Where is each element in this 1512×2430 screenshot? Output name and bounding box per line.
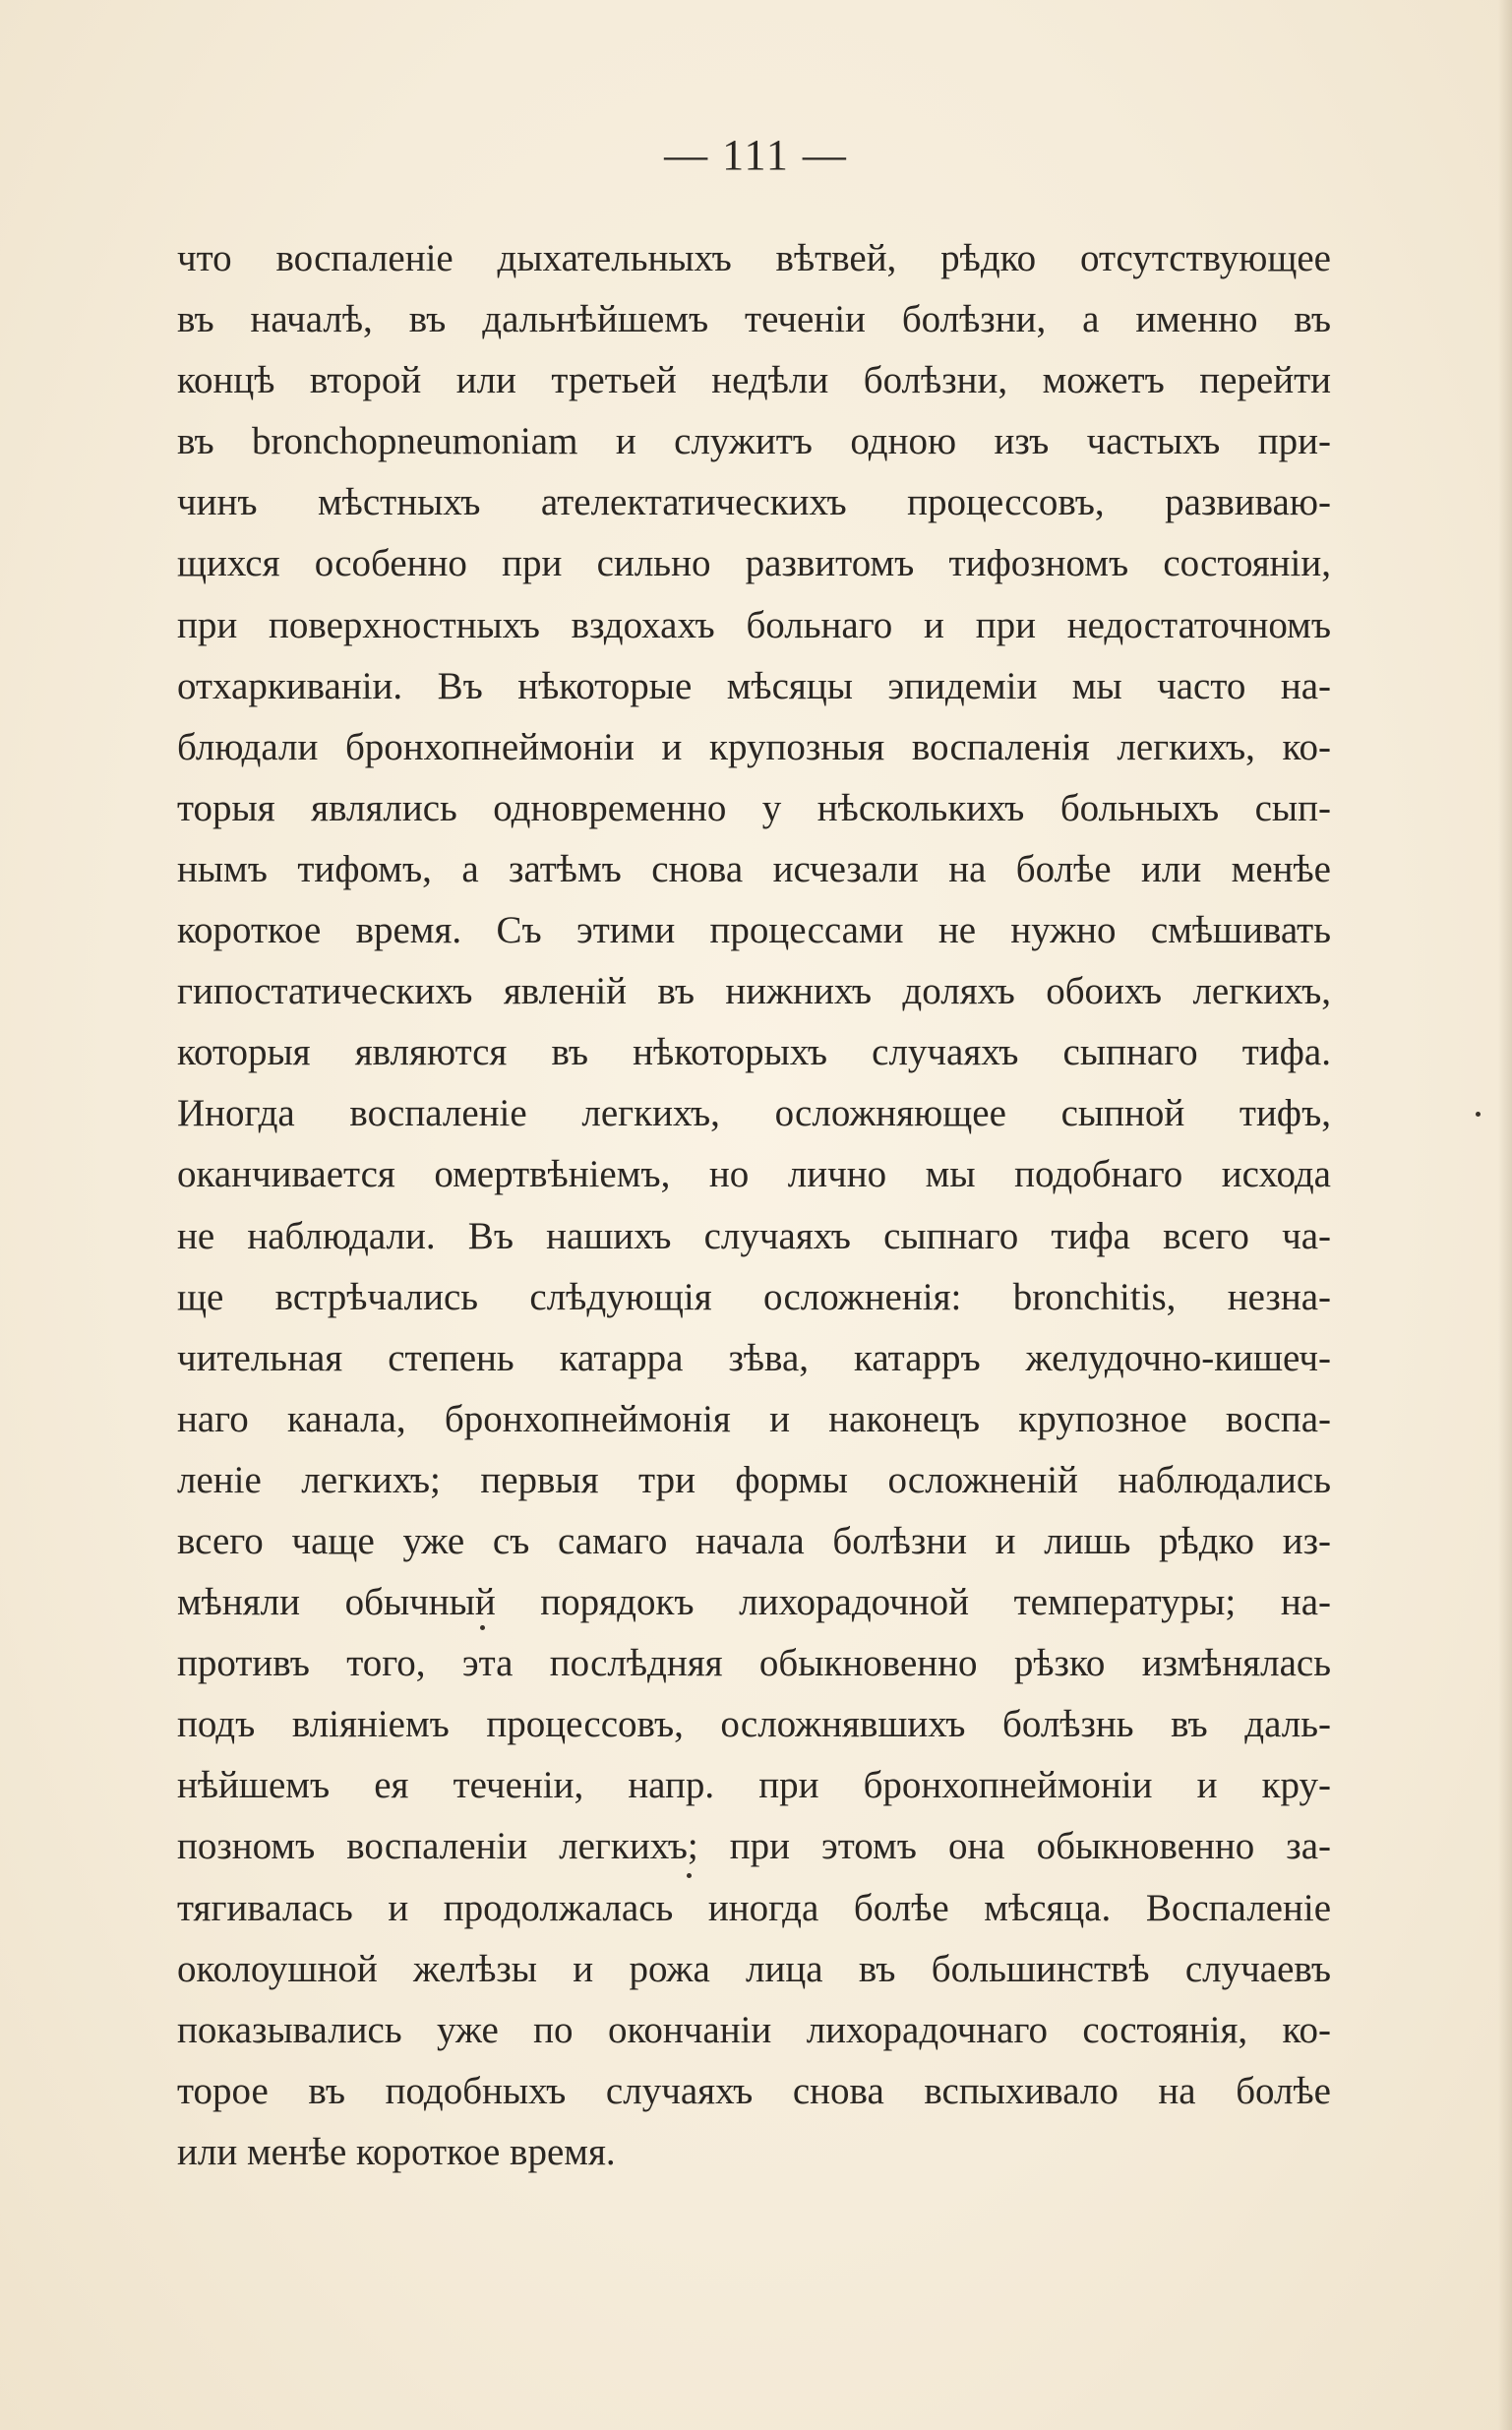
text-line: нымъ тифомъ, а затѣмъ снова исчезали на болѣе или менѣе <box>177 847 1331 890</box>
text-line: позномъ воспаленіи легкихъ; при этомъ она обыкновенно за- <box>177 1825 1331 1868</box>
text-line: концѣ второй или третьей недѣли болѣзни, можетъ перейти <box>177 359 1331 402</box>
text-line: не наблюдали. Въ нашихъ случаяхъ сыпнаго тифа всего ча- <box>177 1214 1331 1257</box>
text-line: при поверхностныхъ вздохахъ больнаго и при недостаточномъ <box>177 603 1331 646</box>
text-line: чительная степень катарра зѣва, катарръ желудочно-кишеч- <box>177 1336 1331 1379</box>
text-line: околоушной желѣзы и рожа лица въ большинствѣ случаевъ <box>177 1947 1331 1990</box>
text-line: въ bronchopneumoniam и служитъ одною изъ частыхъ при- <box>177 420 1331 463</box>
text-line: нѣйшемъ ея теченіи, напр. при бронхопнеймоніи и кру- <box>177 1764 1331 1807</box>
text-line: торыя являлись одновременно у нѣсколькихъ больныхъ сып- <box>177 786 1331 829</box>
text-line: подъ вліяніемъ процессовъ, осложнявшихъ болѣзнь въ даль- <box>177 1703 1331 1746</box>
text-line: щихся особенно при сильно развитомъ тифозномъ состояніи, <box>177 542 1331 585</box>
text-line: отхаркиваніи. Въ нѣкоторые мѣсяцы эпидеміи мы часто на- <box>177 664 1331 707</box>
text-line: леніе легкихъ; первыя три формы осложненій наблюдались <box>177 1458 1331 1501</box>
page-edge-shadow <box>1498 0 1512 2430</box>
body-text <box>177 228 1331 2183</box>
text-line: гипостатическихъ явленій въ нижнихъ доляхъ обоихъ легкихъ, <box>177 970 1331 1013</box>
text-line: мѣняли обычный порядокъ лихорадочной температуры; на- <box>177 1581 1331 1624</box>
text-line: показывались уже по окончаніи лихорадочнаго состоянія, ко- <box>177 2008 1331 2051</box>
text-line: всего чаще уже съ самаго начала болѣзни и лишь рѣдко из- <box>177 1519 1331 1562</box>
text-line: въ началѣ, въ дальнѣйшемъ теченіи болѣзни, а именно въ <box>177 298 1331 341</box>
text-line: короткое время. Съ этими процессами не нужно смѣшивать <box>177 909 1331 952</box>
text-line: тягивалась и продолжалась иногда болѣе мѣсяца. Воспаленіе <box>177 1886 1331 1929</box>
ink-speck <box>1476 1112 1481 1117</box>
text-line: ще встрѣчались слѣдующія осложненія: bronchitis, незна- <box>177 1275 1331 1318</box>
text-line: которыя являются въ нѣкоторыхъ случаяхъ сыпнаго тифа. <box>177 1031 1331 1074</box>
text-line: чинъ мѣстныхъ ателектатическихъ процессовъ, развиваю- <box>177 481 1331 524</box>
text-line: блюдали бронхопнеймоніи и крупозныя воспаленія легкихъ, ко- <box>177 725 1331 768</box>
text-line: что воспаленіе дыхательныхъ вѣтвей, рѣдко отсутствующее <box>177 237 1331 279</box>
ink-speck <box>480 1625 485 1630</box>
page-number: — 111 — <box>664 131 848 179</box>
text-line: противъ того, эта послѣдняя обыкновенно рѣзко измѣнялась <box>177 1642 1331 1685</box>
text-line: Иногда воспаленіе легкихъ, осложняющее сыпной тифъ, <box>177 1092 1331 1135</box>
text-line: оканчивается омертвѣніемъ, но лично мы подобнаго исхода <box>177 1153 1331 1196</box>
text-line: наго канала, бронхопнеймонія и наконецъ крупозное воспа- <box>177 1397 1331 1440</box>
text-line: торое въ подобныхъ случаяхъ снова вспыхивало на болѣе <box>177 2069 1331 2112</box>
text-line-last: или менѣе короткое время. <box>177 2130 616 2173</box>
ink-speck <box>687 1873 692 1878</box>
